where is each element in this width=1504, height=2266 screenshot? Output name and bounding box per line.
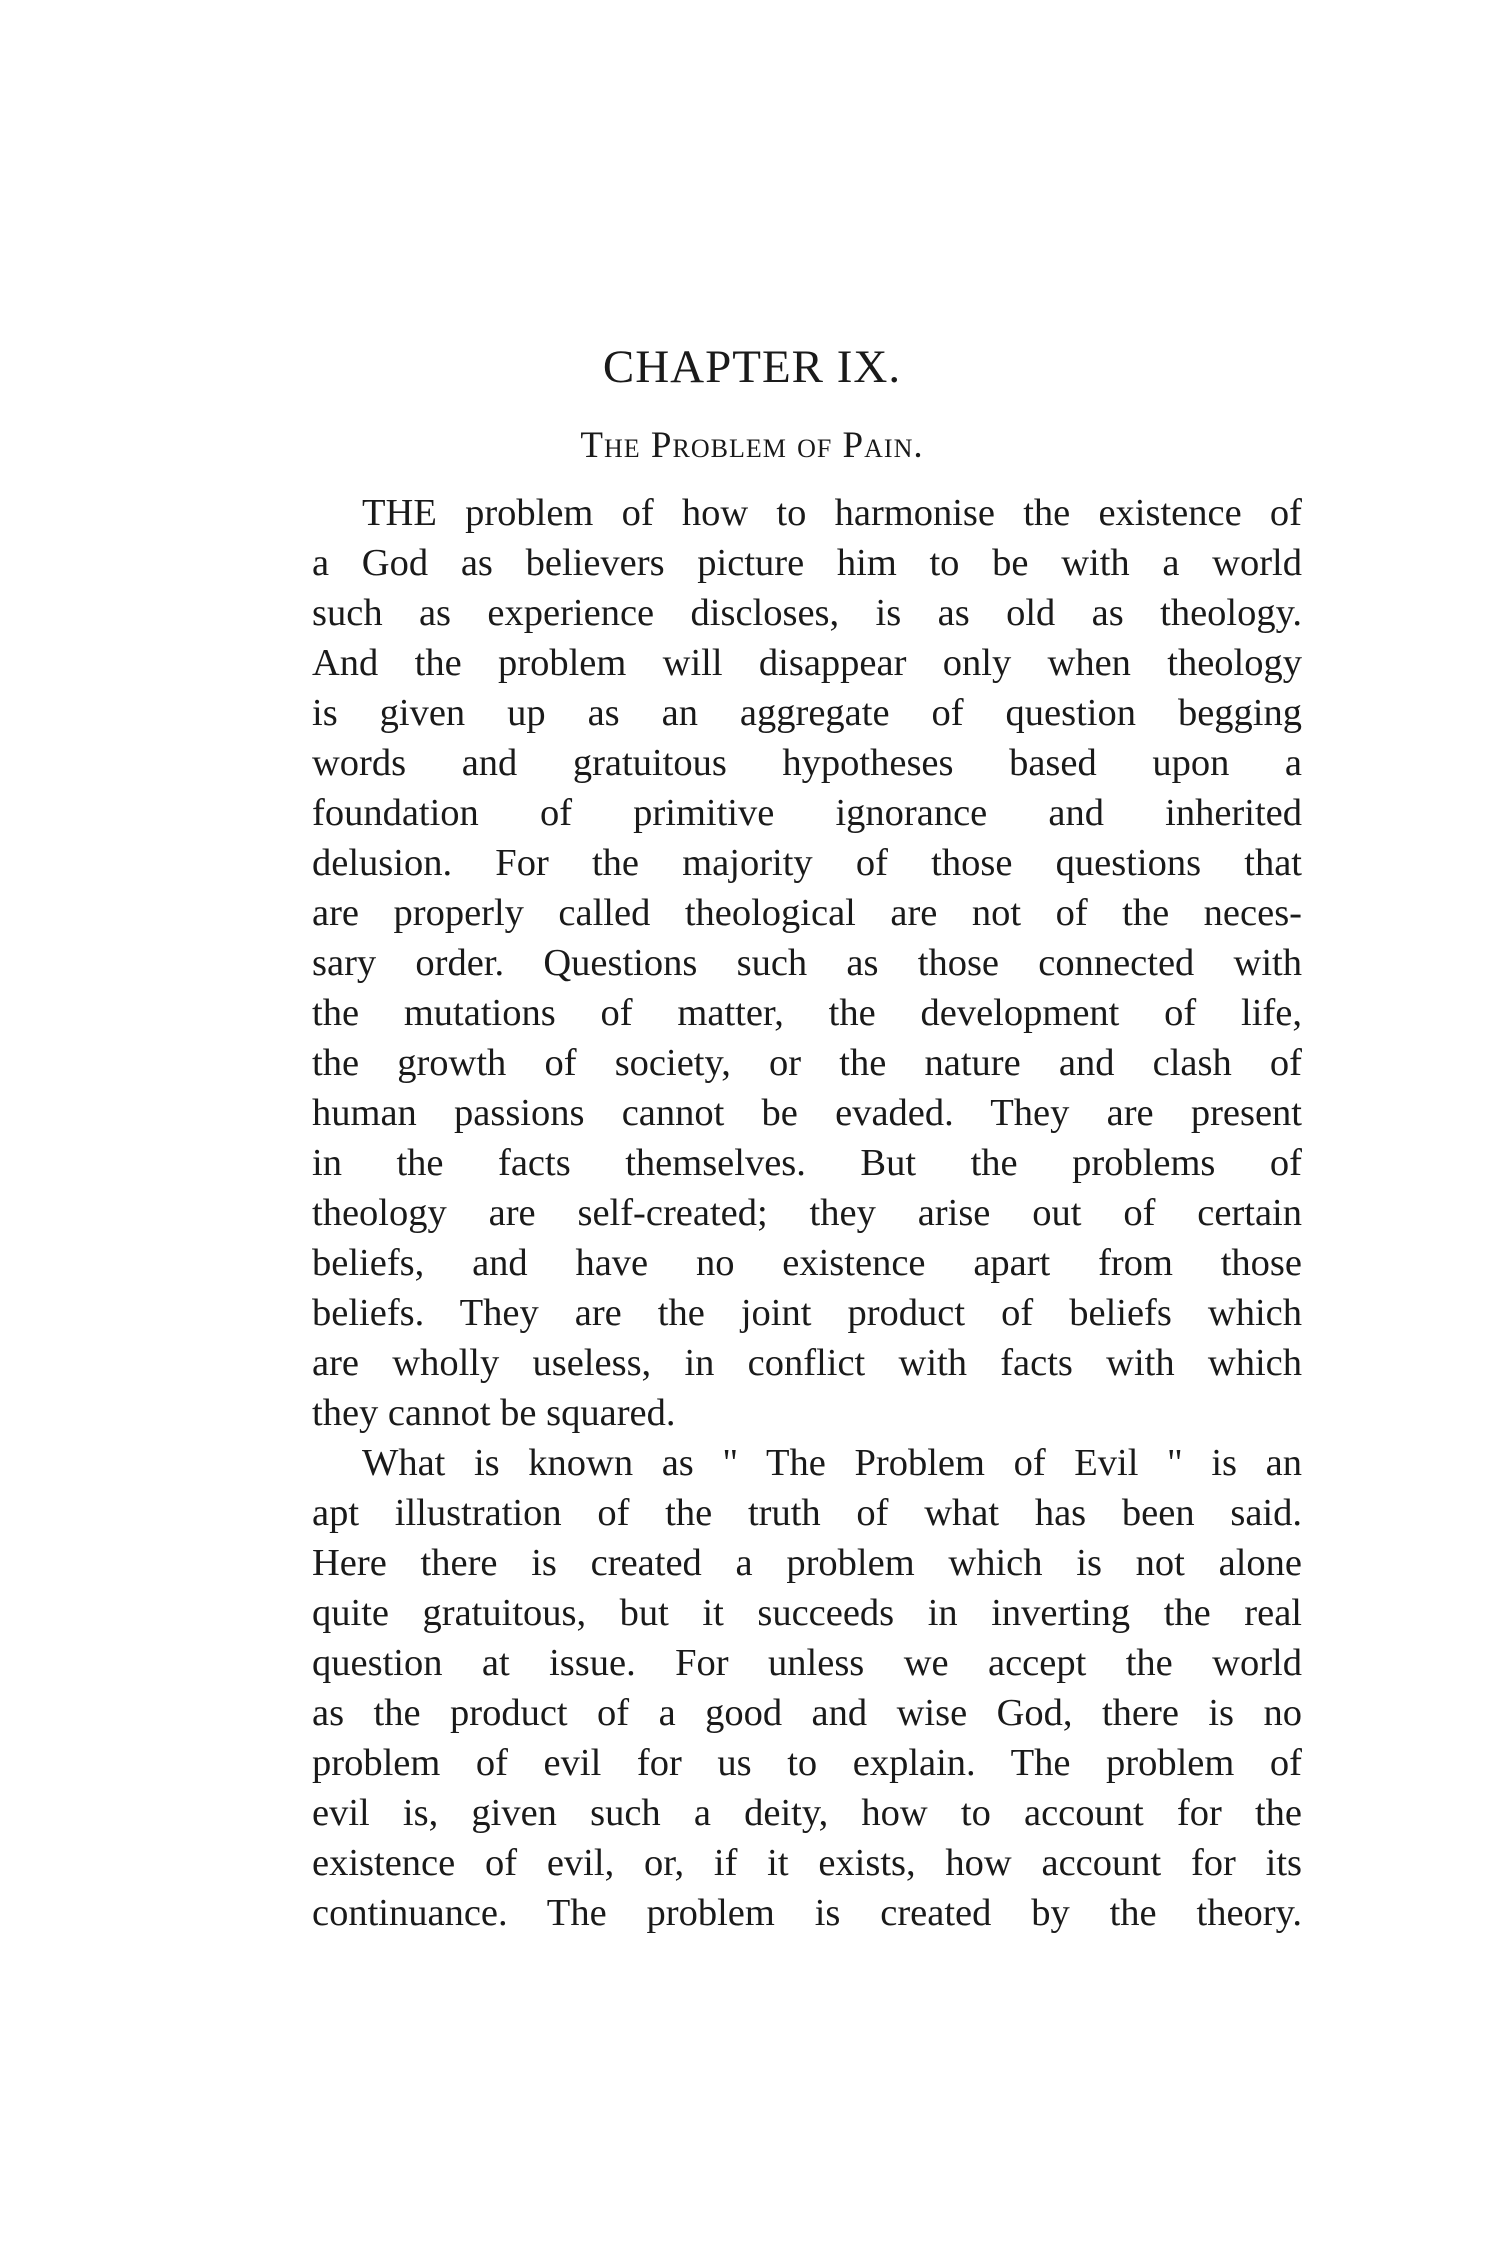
text-line: a God as believers picture him to be with a world bbox=[312, 542, 1302, 584]
text-line: sary order. Questions such as those connected with bbox=[312, 942, 1302, 984]
text-line: human passions cannot be evaded. They are present bbox=[312, 1092, 1302, 1134]
text-line: And the problem will disappear only when theology bbox=[312, 642, 1302, 684]
text-line: the growth of society, or the nature and clash of bbox=[312, 1042, 1302, 1084]
paragraph-2 bbox=[312, 1438, 1302, 1938]
text-line: THE problem of how to harmonise the existence of bbox=[362, 492, 1302, 534]
text-line: problem of evil for us to explain. The problem of bbox=[312, 1742, 1302, 1784]
text-line: as the product of a good and wise God, there is no bbox=[312, 1692, 1302, 1734]
chapter-title: CHAPTER IX. bbox=[602, 341, 902, 393]
text-line: they cannot be squared. bbox=[312, 1392, 676, 1434]
text-line: the mutations of matter, the development of life, bbox=[312, 992, 1302, 1034]
text-line: in the facts themselves. But the problems of bbox=[312, 1142, 1302, 1184]
text-line: are properly called theological are not of the neces- bbox=[312, 892, 1302, 934]
text-line: foundation of primitive ignorance and inherited bbox=[312, 792, 1302, 834]
text-line: theology are self-created; they arise out of certain bbox=[312, 1192, 1302, 1234]
text-line: continuance. The problem is created by the theory. bbox=[312, 1892, 1302, 1934]
text-line: words and gratuitous hypotheses based upon a bbox=[312, 742, 1302, 784]
chapter-body bbox=[312, 488, 1302, 1938]
text-line: delusion. For the majority of those questions that bbox=[312, 842, 1302, 884]
text-line: apt illustration of the truth of what has been said. bbox=[312, 1492, 1302, 1534]
text-line: Here there is created a problem which is not alone bbox=[312, 1542, 1302, 1584]
text-line: quite gratuitous, but it succeeds in inverting the real bbox=[312, 1592, 1302, 1634]
text-line: such as experience discloses, is as old as theology. bbox=[312, 592, 1302, 634]
text-line: beliefs. They are the joint product of beliefs which bbox=[312, 1292, 1302, 1334]
text-line: are wholly useless, in conflict with facts with which bbox=[312, 1342, 1302, 1384]
chapter-subtitle: The Problem of Pain. bbox=[580, 425, 924, 466]
text-line: is given up as an aggregate of question begging bbox=[312, 692, 1302, 734]
text-line: evil is, given such a deity, how to account for the bbox=[312, 1792, 1302, 1834]
paragraph-1 bbox=[312, 488, 1302, 1438]
text-line: beliefs, and have no existence apart from those bbox=[312, 1242, 1302, 1284]
text-line: What is known as " The Problem of Evil " is an bbox=[362, 1442, 1302, 1484]
opening-word: THE bbox=[362, 492, 437, 534]
text-line: question at issue. For unless we accept the world bbox=[312, 1642, 1302, 1684]
text-line: existence of evil, or, if it exists, how account for its bbox=[312, 1842, 1302, 1884]
